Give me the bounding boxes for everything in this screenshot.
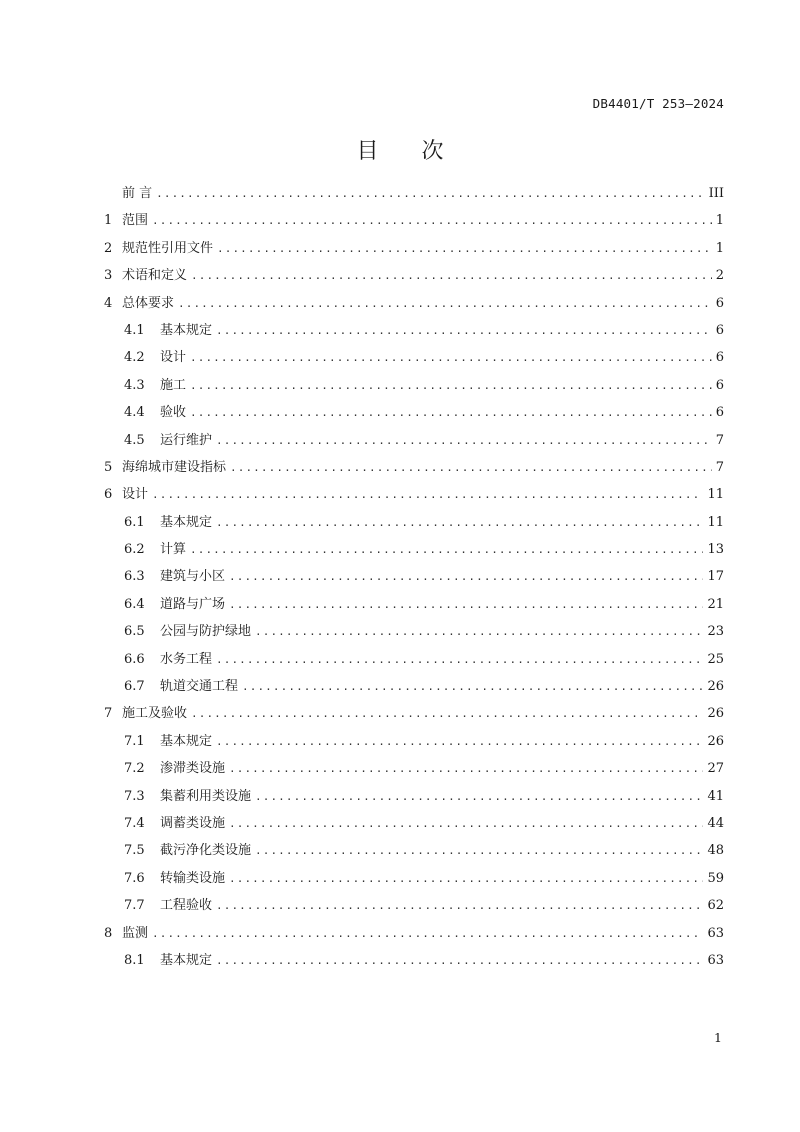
toc-entry-number: 1 — [104, 213, 113, 229]
toc-entry-label: 计算 — [160, 542, 187, 558]
toc-entry[interactable] — [104, 454, 724, 481]
toc-entry-page: 26 — [707, 733, 724, 749]
toc-entry-label: 轨道交通工程 — [160, 679, 239, 695]
toc-entry-number: 6.7 — [124, 679, 145, 695]
toc-entry-number: 7.2 — [124, 761, 145, 777]
toc-entry-number: 2 — [104, 240, 113, 256]
toc-entry-label: 基本规定 — [160, 322, 213, 338]
toc-entry-page: 6 — [715, 377, 724, 393]
toc-entry-number: 4.3 — [124, 377, 145, 393]
toc-dot-leader — [255, 783, 703, 810]
toc-dot-leader — [152, 920, 703, 947]
toc-entry-page: 6 — [715, 322, 724, 338]
toc-entry-label: 基本规定 — [160, 733, 213, 749]
toc-entry-label: 渗滞类设施 — [160, 761, 226, 777]
toc-entry[interactable] — [104, 235, 724, 262]
toc-dot-leader — [230, 454, 712, 481]
toc-entry-label: 施工 — [160, 377, 187, 393]
toc-entry-page: 63 — [707, 925, 724, 941]
toc-entry-number: 8 — [104, 925, 113, 941]
toc-entry[interactable] — [104, 207, 724, 234]
toc-dot-leader — [216, 947, 703, 974]
toc-entry[interactable] — [104, 262, 724, 289]
toc-entry-label: 运行维护 — [160, 432, 213, 448]
toc-entry-label: 转输类设施 — [160, 870, 226, 886]
toc-dot-leader — [255, 837, 703, 864]
toc-entry-label: 海绵城市建设指标 — [122, 459, 227, 475]
toc-entry-number: 6.2 — [124, 542, 145, 558]
toc-entry-label: 验收 — [160, 405, 187, 421]
toc-entry-label: 监测 — [122, 925, 149, 941]
toc-entry[interactable] — [104, 427, 724, 454]
toc-entry[interactable] — [104, 180, 724, 207]
toc-entry[interactable] — [104, 700, 724, 727]
toc-entry[interactable] — [104, 563, 724, 590]
toc-entry-number: 3 — [104, 268, 113, 284]
toc-entry-page: III — [708, 186, 724, 201]
toc-entry[interactable] — [104, 892, 724, 919]
toc-entry-page: 27 — [707, 761, 724, 777]
toc-entry[interactable] — [104, 372, 724, 399]
toc-entry-page: 7 — [715, 432, 724, 448]
toc-entry[interactable] — [104, 783, 724, 810]
toc-entry-page: 2 — [715, 268, 724, 284]
toc-dot-leader — [217, 235, 712, 262]
toc-entry-page: 59 — [707, 870, 724, 886]
toc-dot-leader — [152, 207, 712, 234]
toc-entry-number: 7.3 — [124, 788, 145, 804]
toc-entry[interactable] — [104, 618, 724, 645]
toc-dot-leader — [190, 536, 703, 563]
toc-entry-page: 6 — [715, 350, 724, 366]
toc-entry-label: 建筑与小区 — [160, 569, 226, 585]
toc-entry-label: 工程验收 — [160, 898, 213, 914]
toc-entry-label: 规范性引用文件 — [122, 240, 214, 256]
toc-entry-page: 26 — [707, 679, 724, 695]
toc-entry-number: 5 — [104, 459, 113, 475]
toc-entry-label: 基本规定 — [160, 514, 213, 530]
toc-entry[interactable] — [104, 317, 724, 344]
toc-entry-page: 1 — [715, 213, 724, 229]
toc-entry-number: 6.4 — [124, 596, 145, 612]
toc-entry-page: 13 — [707, 542, 724, 558]
toc-dot-leader — [191, 700, 703, 727]
toc-entry-label: 施工及验收 — [122, 706, 188, 722]
toc-dot-leader — [156, 180, 704, 207]
page-number: 1 — [714, 1030, 722, 1045]
toc-dot-leader — [190, 372, 712, 399]
toc-entry-number: 7.6 — [124, 870, 145, 886]
toc-entry[interactable] — [104, 481, 724, 508]
toc-dot-leader — [242, 673, 703, 700]
toc-entry-page: 7 — [715, 459, 724, 475]
toc-entry-page: 23 — [707, 624, 724, 640]
toc-entry-label: 设计 — [160, 350, 187, 366]
toc-entry-page: 21 — [707, 596, 724, 612]
toc-entry-page: 26 — [707, 706, 724, 722]
toc-entry-label: 术语和定义 — [122, 268, 188, 284]
toc-entry-page: 44 — [707, 815, 724, 831]
toc-entry-page: 6 — [715, 405, 724, 421]
toc-dot-leader — [216, 509, 703, 536]
toc-entry-number: 8.1 — [124, 952, 145, 968]
toc-dot-leader — [216, 317, 712, 344]
toc-entry[interactable] — [104, 290, 724, 317]
toc-entry-number: 7.1 — [124, 733, 145, 749]
toc-entry-number: 6.1 — [124, 514, 145, 530]
toc-entry-label: 总体要求 — [122, 295, 175, 311]
toc-entry[interactable] — [104, 728, 724, 755]
toc-dot-leader — [229, 755, 703, 782]
toc-entry-number: 4.4 — [124, 405, 145, 421]
toc-dot-leader — [229, 865, 703, 892]
toc-entry-label: 范围 — [122, 213, 149, 229]
toc-entry-label: 前 言 — [122, 186, 153, 201]
toc-entry[interactable] — [104, 673, 724, 700]
toc-entry-number: 4.2 — [124, 350, 145, 366]
toc-dot-leader — [216, 892, 703, 919]
toc-entry-number: 4 — [104, 295, 113, 311]
toc-entry[interactable] — [104, 509, 724, 536]
toc-entry-number: 7 — [104, 706, 113, 722]
toc-dot-leader — [216, 427, 712, 454]
toc-entry[interactable] — [104, 865, 724, 892]
toc-entry-page: 62 — [707, 898, 724, 914]
toc-entry-number: 7.5 — [124, 843, 145, 859]
toc-entry-number: 6.5 — [124, 624, 145, 640]
toc-dot-leader — [216, 646, 703, 673]
document-code: DB4401/T 253—2024 — [592, 96, 724, 111]
toc-entry-label: 道路与广场 — [160, 596, 226, 612]
toc-entry-page: 1 — [715, 240, 724, 256]
toc-dot-leader — [190, 344, 712, 371]
toc-entry-page: 6 — [715, 295, 724, 311]
toc-entry-label: 基本规定 — [160, 952, 213, 968]
toc-entry-label: 水务工程 — [160, 651, 213, 667]
toc-entry[interactable] — [104, 755, 724, 782]
toc-entry-number: 7.7 — [124, 898, 145, 914]
toc-dot-leader — [229, 591, 703, 618]
toc-dot-leader — [152, 481, 703, 508]
toc-entry-page: 41 — [707, 788, 724, 804]
toc-dot-leader — [229, 810, 703, 837]
toc-entry-page: 25 — [707, 651, 724, 667]
toc-entry[interactable] — [104, 591, 724, 618]
toc-entry-label: 集蓄利用类设施 — [160, 788, 252, 804]
toc-entry-page: 11 — [707, 487, 724, 503]
toc-dot-leader — [229, 563, 703, 590]
toc-entry-number: 7.4 — [124, 815, 145, 831]
toc-entry[interactable] — [104, 399, 724, 426]
toc-entry-number: 4.5 — [124, 432, 145, 448]
toc-dot-leader — [178, 290, 712, 317]
toc-entry-number: 6 — [104, 487, 113, 503]
toc-entry-label: 公园与防护绿地 — [160, 624, 252, 640]
toc-dot-leader — [191, 262, 712, 289]
toc-entry[interactable] — [104, 810, 724, 837]
toc-title: 目 次 — [356, 139, 462, 164]
toc-entry[interactable] — [104, 947, 724, 974]
toc-entry-label: 调蓄类设施 — [160, 815, 226, 831]
toc-entry-page: 48 — [707, 843, 724, 859]
toc-entry-label: 设计 — [122, 487, 149, 503]
toc-entry[interactable] — [104, 920, 724, 947]
toc-entry[interactable] — [104, 536, 724, 563]
toc-entry-page: 17 — [707, 569, 724, 585]
toc-entry-page: 11 — [707, 514, 724, 530]
toc-dot-leader — [190, 399, 712, 426]
toc-dot-leader — [255, 618, 703, 645]
toc-entry-page: 63 — [707, 952, 724, 968]
toc-entry[interactable] — [104, 646, 724, 673]
toc-entry-number: 4.1 — [124, 322, 145, 338]
toc-entry-number: 6.3 — [124, 569, 145, 585]
toc-entry[interactable] — [104, 837, 724, 864]
table-of-contents — [104, 180, 724, 974]
toc-entry-number: 6.6 — [124, 651, 145, 667]
toc-entry-label: 截污净化类设施 — [160, 843, 252, 859]
toc-entry[interactable] — [104, 344, 724, 371]
toc-dot-leader — [216, 728, 703, 755]
